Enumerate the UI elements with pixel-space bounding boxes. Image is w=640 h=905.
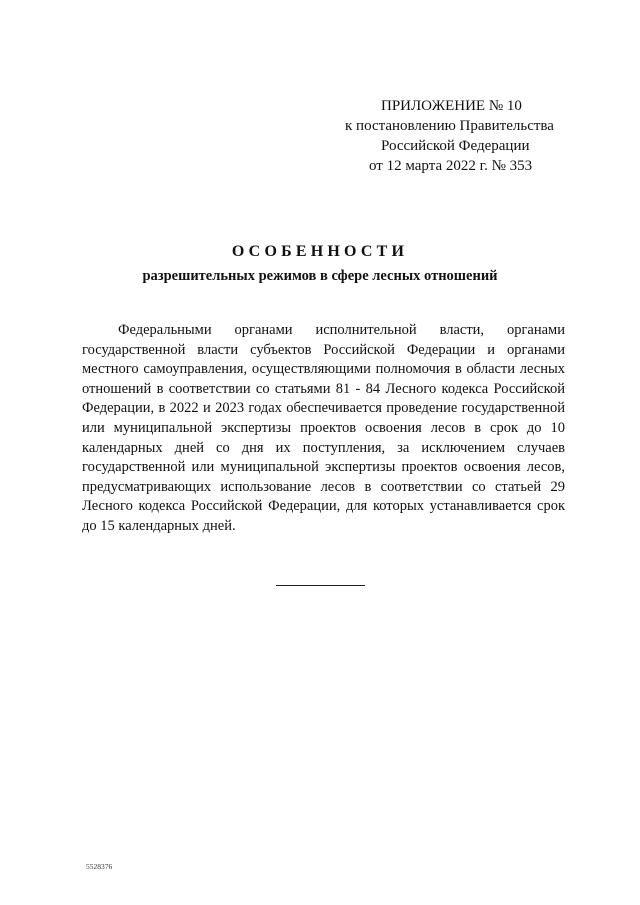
document-subtitle: разрешительных режимов в сфере лесных отношений <box>142 268 498 284</box>
attachment-reference: к постановлению Правительства <box>345 118 554 134</box>
attachment-date-number: от 12 марта 2022 г. № 353 <box>369 158 533 174</box>
attachment-header <box>345 96 575 176</box>
document-title: ОСОБЕННОСТИ <box>231 243 409 260</box>
document-number: 5528376 <box>86 862 113 871</box>
attachment-government: Российской Федерации <box>381 138 530 154</box>
end-divider <box>276 585 365 586</box>
body-paragraph: Федеральными органами исполнительной власти, органами государственной власти субъектов Российской Федерации и органами местного самоуправления, осуществляющими полномочия в области лесных отношений в соответствии со статьями 81 - 84 Лесного кодекса Российской Федерации, в 2022 и 2023 годах обеспечивается проведение государственной или муниципальной экспертизы проектов освоения лесов в срок до 10 календарных дней со дня их поступления, за исключением случаев государственной или муниципальной экспертизы проектов освоения лесов, предусматривающих использование лесов в соответствии со статьей 29 Лесного кодекса Российской Федерации, для которых устанавливается срок до 15 календарных дней. <box>82 322 565 534</box>
attachment-number: ПРИЛОЖЕНИЕ № 10 <box>381 98 522 114</box>
